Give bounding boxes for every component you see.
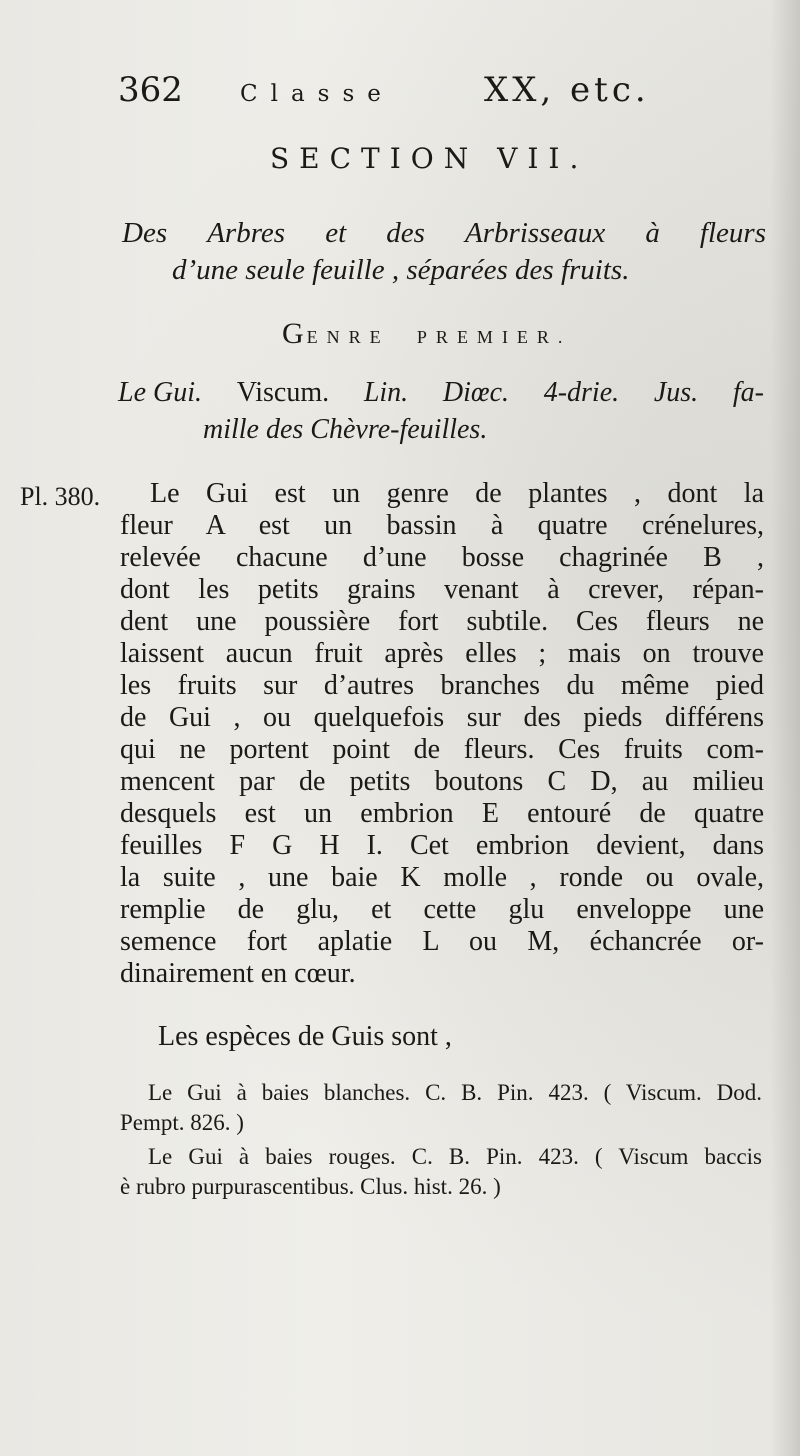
body-line: dont les petits grains venant à crever, répan- <box>120 574 764 605</box>
body-line: semence fort aplatie L ou M, échancrée or- <box>120 926 764 957</box>
species-line-2: mille des Chèvre-feuilles. <box>203 414 488 445</box>
species-ref: Diœc. <box>442 377 509 408</box>
running-head-suffix: , etc. <box>540 70 650 110</box>
subtitle-word: Des <box>122 217 168 249</box>
subtitle-line-1 <box>122 217 766 250</box>
subtitle-word: à <box>645 217 660 249</box>
body-line: fleur A est un bassin à quatre crénelures, <box>120 510 764 541</box>
species-ref: Lin. <box>363 377 409 408</box>
roman-numeral: XX <box>484 70 541 110</box>
genre-heading <box>282 317 571 351</box>
subtitle-line-2: d’une seule feuille , séparées des fruits. <box>172 254 630 286</box>
species-entry-line: Le Gui à baies rouges. C. B. Pin. 423. ( Viscum baccis <box>148 1144 762 1169</box>
species-entry-line: Pempt. 826. ) <box>120 1110 244 1135</box>
page-number: 362 <box>118 70 183 110</box>
body-line: laissent aucun fruit après elles ; mais on trouve <box>120 638 764 669</box>
running-head-classe <box>240 70 394 110</box>
subtitle-word: et <box>325 217 347 249</box>
subtitle-word: fleurs <box>699 217 766 249</box>
subtitle-word: Arbrisseaux <box>465 217 606 249</box>
page-edge-shadow <box>770 0 800 1456</box>
section-title: SECTION VII. <box>270 142 589 175</box>
body-line: desquels est un embrion E entouré de quatre <box>120 798 764 829</box>
genre-second-word: PREMIER. <box>416 327 572 347</box>
subtitle-word: Arbres <box>207 217 286 249</box>
body-line: qui ne portent point de fleurs. Ces fruits com- <box>120 734 764 765</box>
body-line: de Gui , ou quelquefois sur des pieds différens <box>120 702 764 733</box>
body-line: relevée chacune d’une bosse chagrinée B , <box>120 542 764 573</box>
subtitle-word: des <box>386 217 425 249</box>
species-entry-line: è rubro purpurascentibus. Clus. hist. 26. ) <box>120 1174 501 1199</box>
body-line: dinairement en cœur. <box>120 958 356 989</box>
body-line: dent une poussière fort subtile. Ces fleurs ne <box>120 606 764 637</box>
species-line-1 <box>118 377 764 409</box>
species-ref: fa- <box>732 377 764 408</box>
genre-word: ENRE <box>306 327 390 347</box>
body-line: Le Gui est un genre de plantes , dont la <box>150 478 764 509</box>
species-ref: Jus. <box>653 377 699 408</box>
species-common-name: Le Gui. <box>118 377 202 408</box>
body-line: remplie de glu, et cette glu enveloppe une <box>120 894 764 925</box>
species-list-heading: Les espèces de Guis sont , <box>158 1021 452 1052</box>
genre-initial: G <box>282 317 307 350</box>
running-head-roman <box>484 70 650 110</box>
plate-reference: Pl. 380. <box>20 482 101 511</box>
species-latin-name: Viscum. <box>236 377 330 408</box>
body-line: mencent par de petits boutons C D, au milieu <box>120 766 764 797</box>
species-ref: 4-drie. <box>543 377 620 408</box>
body-line: feuilles F G H I. Cet embrion devient, dans <box>120 830 764 861</box>
classe-word: Classe <box>240 81 394 107</box>
species-entry-line: Le Gui à baies blanches. C. B. Pin. 423. ( Viscum. Dod. <box>148 1080 762 1105</box>
body-line: la suite , une baie K molle , ronde ou ovale, <box>120 862 764 893</box>
body-line: les fruits sur d’autres branches du même pied <box>120 670 764 701</box>
